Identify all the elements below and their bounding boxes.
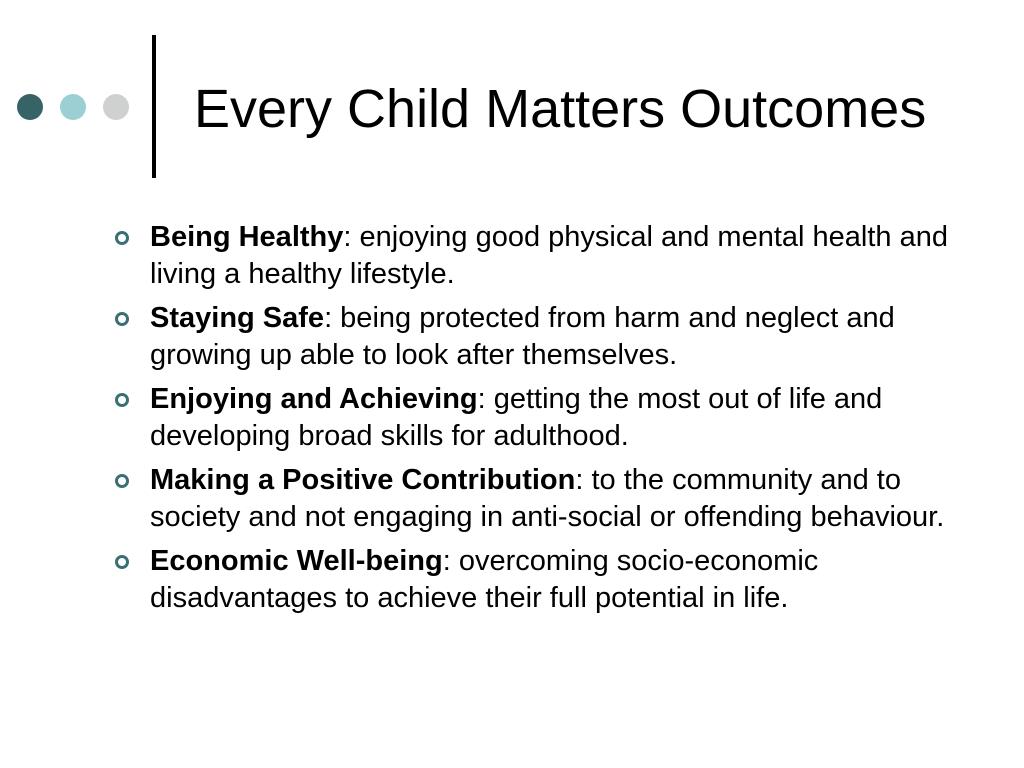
outcome-separator: : bbox=[575, 464, 584, 496]
list-item-enjoying-and-achieving bbox=[150, 381, 970, 454]
outcome-term: Staying Safe bbox=[150, 302, 325, 334]
list-item-staying-safe bbox=[150, 300, 970, 373]
outcome-term: Being Healthy bbox=[150, 221, 344, 253]
bullet-icon bbox=[115, 312, 129, 326]
decorative-dot-light bbox=[60, 94, 86, 120]
outcome-separator: : bbox=[477, 383, 486, 415]
bullet-icon bbox=[115, 393, 129, 407]
outcome-term: Economic Well-being bbox=[150, 545, 443, 577]
decorative-dot-dark bbox=[17, 94, 43, 120]
outcome-term: Enjoying and Achieving bbox=[150, 383, 478, 415]
decorative-dot-gray bbox=[103, 94, 129, 120]
bullet-icon bbox=[115, 231, 129, 245]
outcome-separator: : bbox=[442, 545, 451, 577]
outcome-separator: : bbox=[324, 302, 333, 334]
list-item-being-healthy bbox=[150, 219, 970, 292]
outcome-description: overcoming socio-economic disadvantages to achieve their full potential in life. bbox=[150, 545, 819, 614]
bullet-icon bbox=[115, 474, 129, 488]
slide-title: Every Child Matters Outcomes bbox=[194, 79, 927, 139]
bullet-icon bbox=[115, 555, 129, 569]
outcome-separator: : bbox=[343, 221, 352, 253]
title-divider bbox=[152, 35, 156, 178]
outcomes-list bbox=[150, 219, 970, 624]
outcome-description: enjoying good physical and mental health and living a healthy lifestyle. bbox=[150, 221, 948, 290]
list-item-economic-well-being bbox=[150, 543, 970, 616]
outcome-description: to the community and to society and not engaging in anti-social or offending behaviour. bbox=[150, 464, 945, 533]
outcome-description: being protected from harm and neglect and growing up able to look after themselves. bbox=[150, 302, 895, 371]
outcome-term: Making a Positive Contribution bbox=[150, 464, 576, 496]
list-item-positive-contribution bbox=[150, 462, 970, 535]
outcome-description: getting the most out of life and developing broad skills for adulthood. bbox=[150, 383, 883, 452]
